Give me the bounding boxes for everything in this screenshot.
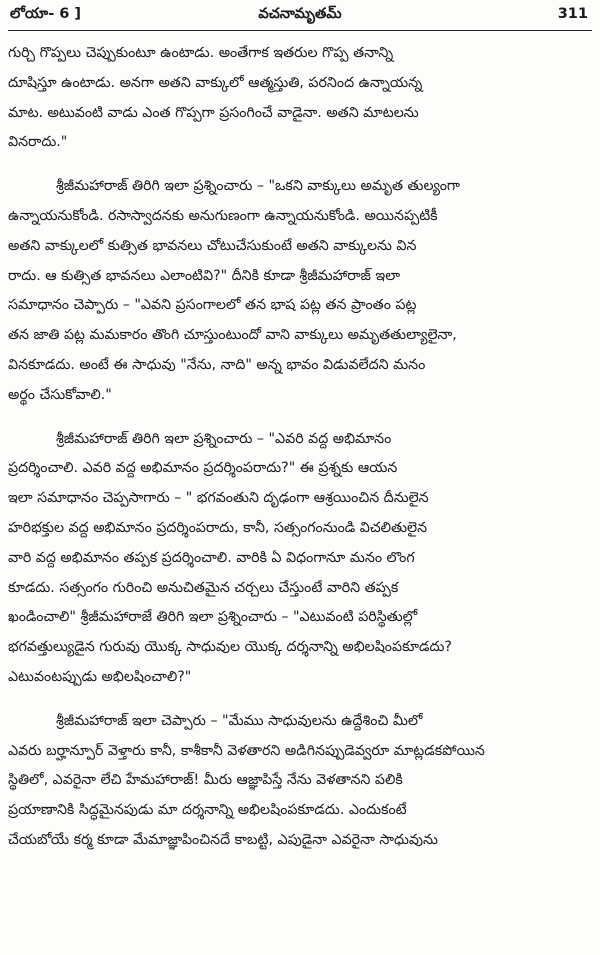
text-line: ఎటువంటప్పుడు అభిలషించాలి?" — [8, 668, 192, 685]
page-number: 311 — [557, 6, 588, 22]
text-line: వారి వద్ద అభిమానం తప్పక ప్రదర్శించాలి. వారికి ఏ విధంగానూ మనం లొంగ — [8, 549, 415, 566]
text-line: మాట. అటువంటి వాడు ఎంత గొప్పగా ప్రసంగించే వాడైనా. అతని మాటలను — [8, 104, 419, 121]
text-line: శ్రీజీమహారాజ్ తిరిగి ఇలా ప్రశ్నించారు – "ఒకని వాక్కులు అమృత తుల్యంగా — [56, 178, 460, 195]
text-line: ఇలా సమాధానం చెప్పసాగారు – " భగవంతుని దృఢంగా ఆశ్రయించిన దీనులైన — [8, 490, 429, 507]
paragraph-4 — [8, 707, 592, 856]
book-title: వచనామృతమ్ — [258, 6, 342, 22]
text-line: శ్రీజీమహారాజ్ ఇలా చెప్పారు – "మేము సాధువులను ఉద్దేశించి మీలో — [56, 712, 423, 729]
text-line: అర్థం చేసుకోవాలి." — [8, 386, 112, 403]
text-line: చేయబోయే కర్మ కూడా మేమాజ్ఞాపించినదే కాబట్టి, ఎపుడైనా ఎవరైనా సాధువును — [8, 831, 438, 848]
text-line: తన జాతి పట్ల మమకారం తొంగి చూస్తుంటుందో వాని వాక్కులు అమృతతుల్యాలైనా, — [8, 327, 457, 344]
text-line: వినకూడదు. అంటే ఈ సాధువు "నేను, నాది" అన్న భావం విడువలేదని మనం — [8, 356, 426, 373]
chapter-label: లోయా- 6 ] — [10, 6, 82, 22]
text-line: కూడదు. సత్సంగం గురించి అనుచితమైన చర్చలు చేస్తుంటే వారిని తప్పక — [8, 579, 399, 596]
text-line: స్థితిలో, ఎవరైనా లేచి హేమహారాజ్! మీరు ఆజ్ఞాపిస్తే నేను వెళతానని పలికి — [8, 772, 403, 789]
text-line: అతని వాక్కులలో కుత్సిత భావనలు చోటుచేసుకుంటే అతని వాక్కులను విన — [8, 237, 417, 254]
text-line: దూషిస్తూ ఉంటాడు. అనగా అతని వాక్కులో ఆత్మస్తుతి, పరనింద ఉన్నాయన్న — [8, 74, 423, 91]
text-line: సమాధానం చెప్పారు – "ఎవని ప్రసంగాలలో తన భాష పట్ల తన ప్రాంతం పట్ల — [8, 297, 417, 314]
paragraph-1 — [8, 39, 592, 158]
paragraph-2 — [8, 172, 592, 410]
text-line: ప్రయాణానికి సిద్ధమైనపుడు మా దర్శనాన్ని అభిలషింపకూడదు. ఎందుకంటే — [8, 802, 407, 819]
text-line: వినరాదు." — [8, 134, 68, 151]
text-line: రాదు. ఆ కుత్సిత భావనలు ఎలాంటివి?" దీనికి కూడా శ్రీజీమహారాజ్ ఇలా — [8, 267, 401, 284]
text-line: హరిభక్తుల వద్ద అభిమానం ప్రదర్శింపరాదు, కానీ, సత్సంగంనుండి విచలితులైన — [8, 519, 428, 536]
page-header — [8, 4, 592, 31]
text-line: ఖండించాలి" శ్రీజీమహారాజే తిరిగి ఇలా ప్రశ్నించారు – "ఎటువంటి పరిస్థితుల్లో — [8, 609, 418, 626]
text-line: ప్రదర్శించాలి. ఎవరి వద్ద అభిమానం ప్రదర్శింపరాదు?" ఈ ప్రశ్నకు ఆయన — [8, 460, 398, 477]
text-line: ఉన్నాయనుకోండి. రసాస్వాదనకు అనుగుణంగా ఉన్నాయనుకోండి. అయినప్పటికీ — [8, 207, 438, 224]
text-line: గుర్చి గొప్పలు చెప్పుకుంటూ ఉంటాడు. అంతేగాక ఇతరుల గొప్ప తనాన్ని — [8, 45, 394, 61]
text-line: భగవత్తుల్యుడైన గురువు యొక్క సాధువుల యొక్క దర్శనాన్ని అభిలషింపకూడదు? — [8, 639, 452, 656]
text-line: ఎవరు బర్హాన్పూర్ వెళ్తారు కానీ, కాశీకానీ వెళతారని అడిగినప్పుడెవ్వరూ మాట్లడకపోయిన — [8, 742, 485, 759]
paragraph-3 — [8, 425, 592, 693]
text-line: శ్రీజీమహారాజ్ తిరిగి ఇలా ప్రశ్నించారు – "ఎవరి వద్ద అభిమానం — [56, 430, 392, 447]
